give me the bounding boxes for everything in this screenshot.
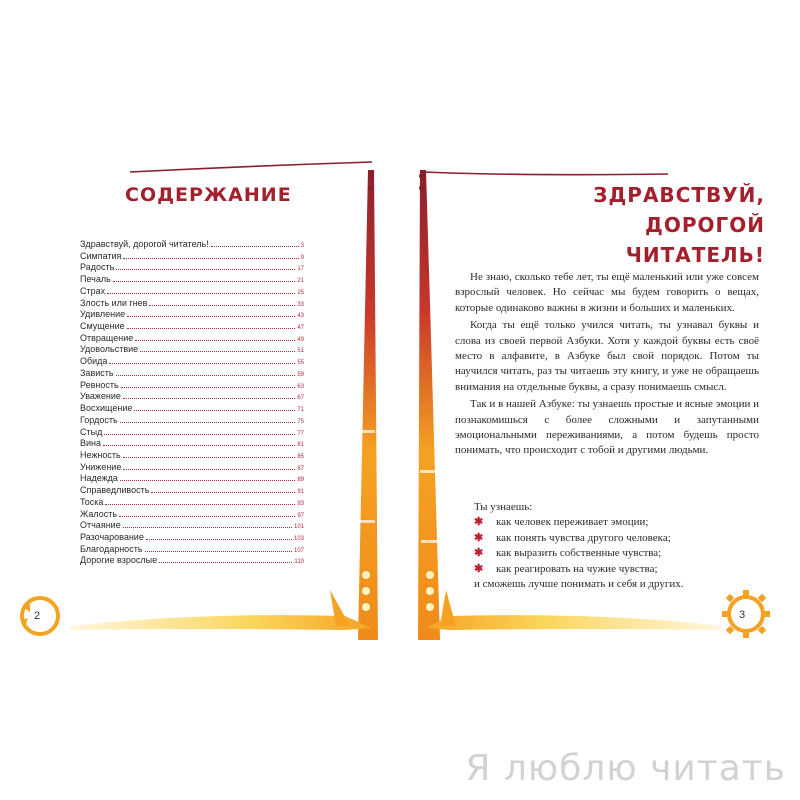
watermark-text: Я люблю читать <box>465 748 786 789</box>
body-paragraph: Не знаю, сколько тебе лет, ты ещё маленький или уже совсем взрослый человек. Но сейчас мы будем говорить о вещах, которые одинаково важны в жизни и больших и маленьких. <box>455 271 759 314</box>
list-item-text: как понять чувства другого человека; <box>496 531 671 544</box>
toc-entry[interactable] <box>80 344 304 356</box>
list-item <box>474 546 764 561</box>
toc-entry-label: Симпатия <box>80 250 122 261</box>
toc-entry-label: Злость или гнев <box>80 297 148 308</box>
asterisk-bullet-icon: ✱ <box>474 547 484 560</box>
toc-entry[interactable] <box>80 485 304 497</box>
toc-leader-dots <box>123 469 295 470</box>
toc-entry[interactable] <box>80 309 304 321</box>
toc-entry-label: Удовольствие <box>80 344 139 355</box>
toc-leader-dots <box>135 340 295 341</box>
toc-entry-label: Гордость <box>80 414 118 425</box>
table-of-contents <box>80 239 304 567</box>
toc-entry-label: Вина <box>80 438 102 449</box>
greeting-title-line1: ЗДРАВСТВУЙ, <box>593 183 765 207</box>
toc-leader-dots <box>103 445 295 446</box>
toc-entry-label: Отчаяние <box>80 520 121 531</box>
toc-entry-label: Жалость <box>80 508 118 519</box>
toc-entry-page: 3 <box>300 243 304 249</box>
toc-entry-page: 51 <box>297 348 304 355</box>
toc-entry-label: Стыд <box>80 426 103 437</box>
toc-leader-dots <box>159 562 292 563</box>
toc-leader-dots <box>127 316 295 317</box>
toc-entry-page: 87 <box>297 465 304 472</box>
toc-entry-page: 77 <box>297 430 304 437</box>
toc-entry-label: Унижение <box>80 461 122 472</box>
toc-entry-label: Удивление <box>80 309 126 320</box>
body-paragraph: Так и в нашей Азбуке: ты узнаешь простые и ясные эмоции и познакомишься с более сложными и запутанными эмоциональными переживаниями, а потом будешь просто понимать, что происходит с тобой и другими людьми. <box>455 398 759 457</box>
toc-entry-page: 89 <box>297 477 304 484</box>
toc-entry[interactable] <box>80 298 304 310</box>
list-item-text: как человек переживает эмоции; <box>496 516 649 529</box>
toc-entry[interactable] <box>80 415 304 427</box>
page-number-right: 3 <box>739 609 746 621</box>
toc-entry[interactable] <box>80 473 304 485</box>
toc-entry[interactable] <box>80 321 304 333</box>
asterisk-bullet-icon: ✱ <box>474 516 484 529</box>
toc-entry-page: 17 <box>297 266 304 273</box>
toc-entry[interactable] <box>80 356 304 368</box>
toc-entry[interactable] <box>80 450 304 462</box>
toc-entry-label: Ревность <box>80 379 119 390</box>
list-item <box>474 531 764 546</box>
toc-leader-dots <box>120 422 296 423</box>
toc-leader-dots <box>119 516 295 517</box>
toc-entry-page: 63 <box>297 383 304 390</box>
toc-entry-label: Восхищение <box>80 403 133 414</box>
toc-entry-page: 91 <box>297 489 304 496</box>
toc-entry-page: 49 <box>297 336 304 343</box>
toc-leader-dots <box>151 492 295 493</box>
toc-entry-page: 67 <box>297 395 304 402</box>
toc-entry[interactable] <box>80 544 304 556</box>
toc-entry-label: Уважение <box>80 391 121 402</box>
toc-entry-page: 93 <box>297 500 304 507</box>
toc-leader-dots <box>116 375 296 376</box>
toc-entry-label: Разочарование <box>80 531 144 542</box>
toc-entry-page: 25 <box>297 289 304 296</box>
asterisk-bullet-icon: ✱ <box>474 531 484 544</box>
you-will-learn-outro: и сможешь лучше понимать и себя и других. <box>474 578 684 591</box>
toc-entry-label: Радость <box>80 262 115 273</box>
toc-entry-page: 55 <box>297 360 304 367</box>
toc-entry-label: Благодарность <box>80 543 143 554</box>
toc-entry[interactable] <box>80 262 304 274</box>
toc-entry[interactable] <box>80 427 304 439</box>
toc-leader-dots <box>107 293 295 294</box>
page-number-left: 2 <box>34 610 41 622</box>
toc-entry-label: Отвращение <box>80 332 134 343</box>
toc-entry-page: 85 <box>297 453 304 460</box>
toc-leader-dots <box>211 246 299 247</box>
toc-leader-dots <box>149 305 295 306</box>
toc-leader-dots <box>123 398 295 399</box>
toc-entry-page: 71 <box>297 407 304 414</box>
toc-entry-label: Тоска <box>80 496 104 507</box>
toc-entry[interactable] <box>80 274 304 286</box>
toc-entry[interactable] <box>80 251 304 263</box>
toc-leader-dots <box>127 328 296 329</box>
list-item-text: как выразить собственные чувства; <box>496 547 662 560</box>
list-item <box>474 515 764 530</box>
list-item-text: как реагировать на чужие чувства; <box>496 562 658 575</box>
toc-leader-dots <box>113 281 296 282</box>
toc-leader-dots <box>145 551 292 552</box>
toc-entry-label: Здравствуй, дорогой читатель! <box>80 239 209 249</box>
toc-entry-page: 107 <box>293 547 304 554</box>
toc-entry-page: 59 <box>297 371 304 378</box>
toc-entry-page: 81 <box>297 442 304 449</box>
toc-entry-page: 9 <box>300 254 304 261</box>
toc-leader-dots <box>140 351 295 352</box>
toc-entry-page: 97 <box>297 512 304 519</box>
toc-entry-page: 110 <box>294 559 304 566</box>
toc-entry-label: Зависть <box>80 367 114 378</box>
toc-entry-page: 75 <box>297 418 304 425</box>
toc-entry-label: Страх <box>80 285 106 296</box>
asterisk-bullet-icon: ✱ <box>474 562 484 575</box>
toc-leader-dots <box>134 410 295 411</box>
toc-entry[interactable] <box>80 403 304 415</box>
toc-entry[interactable] <box>80 368 304 380</box>
toc-entry-label: Надежда <box>80 473 118 484</box>
toc-entry[interactable] <box>80 333 304 345</box>
greeting-body <box>455 270 759 461</box>
toc-entry[interactable] <box>80 497 304 509</box>
greeting-title <box>540 180 765 270</box>
toc-entry-label: Справедливость <box>80 485 150 496</box>
toc-leader-dots <box>105 504 295 505</box>
list-item <box>474 562 764 577</box>
greeting-title-line2: ДОРОГОЙ ЧИТАТЕЛЬ! <box>625 213 765 267</box>
toc-entry[interactable] <box>80 520 304 532</box>
toc-entry[interactable] <box>80 532 304 544</box>
toc-entry-label: Дорогие взрослые <box>80 555 158 566</box>
toc-leader-dots <box>120 480 295 481</box>
toc-entry-label: Обида <box>80 356 108 367</box>
toc-entry-label: Нежность <box>80 449 121 460</box>
toc-entry[interactable] <box>80 286 304 298</box>
toc-leader-dots <box>104 434 295 435</box>
toc-entry-page: 21 <box>297 278 304 285</box>
you-will-learn-list <box>474 515 764 577</box>
toc-entry[interactable] <box>80 555 304 567</box>
toc-entry-page: 43 <box>297 313 304 320</box>
toc-entry-page: 101 <box>293 524 304 531</box>
toc-leader-dots <box>121 387 296 388</box>
toc-entry[interactable] <box>80 509 304 521</box>
toc-title: СОДЕРЖАНИЕ <box>125 184 292 206</box>
you-will-learn-intro: Ты узнаешь: <box>474 501 533 513</box>
you-will-learn-section <box>474 500 764 592</box>
toc-entry[interactable] <box>80 462 304 474</box>
toc-leader-dots <box>146 539 292 540</box>
toc-entry-page: 47 <box>297 325 304 332</box>
toc-entry[interactable] <box>80 391 304 403</box>
toc-leader-dots <box>109 363 295 364</box>
toc-leader-dots <box>123 457 296 458</box>
toc-entry[interactable] <box>80 239 304 251</box>
toc-leader-dots <box>123 258 298 259</box>
toc-entry-page: 33 <box>297 301 304 308</box>
body-paragraph: Когда ты ещё только учился читать, ты узнавал буквы и слова из своей первой Азбуки. Хотя у каждой буквы есть своё место в алфавите, в Азбуке был свой порядок. Потом ты научился читать, раз ты читаешь эту книгу, и уже не обращаешь внимания на отдельные буквы, а сразу понимаешь смысл. <box>455 319 759 393</box>
toc-leader-dots <box>116 269 295 270</box>
toc-entry-label: Печаль <box>80 274 111 285</box>
toc-entry[interactable] <box>80 438 304 450</box>
toc-entry[interactable] <box>80 380 304 392</box>
toc-entry-label: Смущение <box>80 321 125 332</box>
toc-leader-dots <box>123 527 292 528</box>
toc-entry-page: 103 <box>293 535 304 542</box>
